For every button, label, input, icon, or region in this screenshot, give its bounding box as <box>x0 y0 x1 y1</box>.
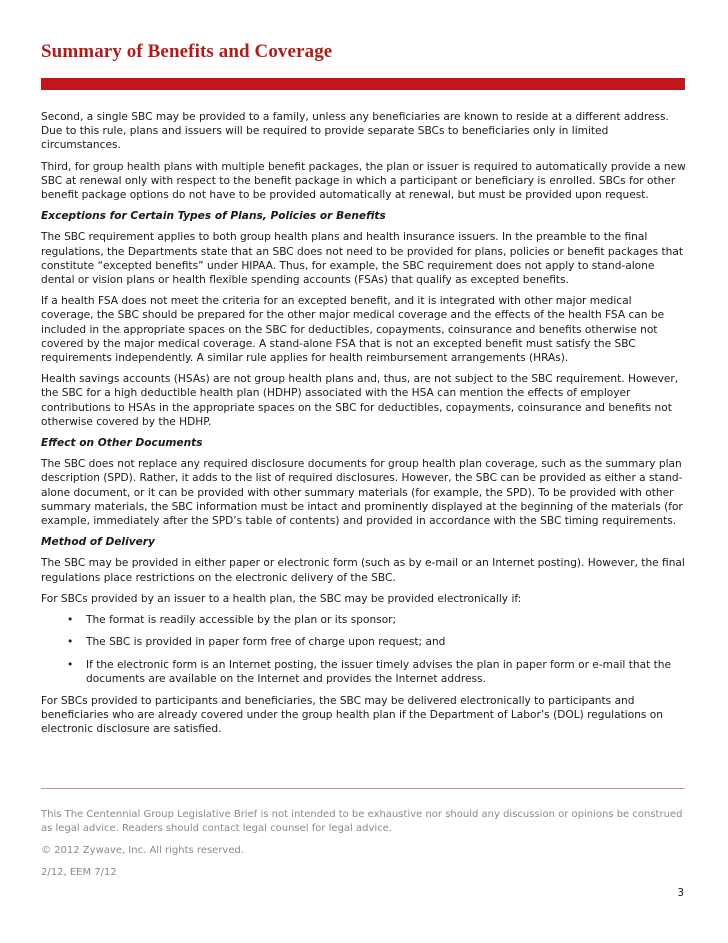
paragraph-family-sbc: Second, a single SBC may be provided to a family, unless any beneficiaries are known to reside at a different address. Due to this rule, plans and issuers will be required to provide separate SBCs to beneficiaries only in limited circumstances. <box>41 111 669 152</box>
paragraph-hsa: Health savings accounts (HSAs) are not group health plans and, thus, are not subject to the SBC requirement. However, the SBC for a high deductible health plan (HDHP) associated with the HSA can mention the effects of employer contributions to HSAs in the appropriate spaces on the SBC for deductibles, copayments, coinsurance and benefits not otherwise covered by the HDHP. <box>41 373 679 428</box>
paragraph-multiple-packages: Third, for group health plans with multiple benefit packages, the plan or issuer is required to automatically provide a new SBC at renewal only with respect to the benefit package in which a participant or beneficiary is enrolled. SBCs for other benefit package options do not have to be provided automatically at renewal, but must be provided upon request. <box>41 160 686 202</box>
title-accent-bar <box>41 78 685 90</box>
list-item <box>41 613 687 627</box>
bullet-icon: • <box>67 614 74 627</box>
footer-code: 2/12, EEM 7/12 <box>41 867 117 878</box>
paragraph-health-fsa: If a health FSA does not meet the criteria for an excepted benefit, and it is integrated with other major medical coverage, the SBC should be prepared for the other major medical coverage and the effects of the health FSA can be included in the appropriate spaces on the SBC for deductibles, copayments, coinsurance and benefits otherwise not covered by the major medical coverage. A stand-alone FSA that is not an excepted benefit must satisfy the SBC requirements independently. A similar rule applies for health reimbursement arrangements (HRAs). <box>41 295 665 365</box>
paragraph-sbc-requirement: The SBC requirement applies to both group health plans and health insurance issuers. In the preamble to the final regulations, the Departments state that an SBC does not need to be provided for plans, policies or benefit packages that constitute “excepted benefits” under HIPAA. Thus, for example, the SBC requirement does not apply to stand-alone dental or vision plans or health flexible spending accounts (FSAs) that qualify as excepted benefits. <box>41 231 684 287</box>
footer-disclaimer: This The Centennial Group Legislative Brief is not intended to be exhaustive nor should any discussion or opinions be construed as legal advice. Readers should contact legal counsel for legal advice. <box>41 809 683 834</box>
page-number: 3 <box>677 887 684 899</box>
list-item <box>41 658 687 686</box>
list-item-text: The format is readily accessible by the plan or its sponsor; <box>86 614 397 627</box>
page-header <box>41 40 685 64</box>
list-item-text: The SBC is provided in paper form free of charge upon request; and <box>86 636 446 649</box>
list-item <box>41 635 687 649</box>
list-item-text: If the electronic form is an Internet posting, the issuer timely advises the plan in paper form or e-mail that the documents are available on the Internet and provides the Internet address. <box>86 658 671 685</box>
paragraph-other-documents: The SBC does not replace any required disclosure documents for group health plan coverage, such as the summary plan description (SPD). Rather, it adds to the list of required disclosures. However, the SBC can be provided as either a stand-alone document, or it can be provided with other summary materials (for example, the SPD). To be provided with other summary materials, the SBC information must be intact and prominently displayed at the beginning of the materials (for example, immediately after the SPD’s table of contents) and provided in accordance with the SBC timing requirements. <box>41 458 683 528</box>
paragraph-delivery-forms: The SBC may be provided in either paper or electronic form (such as by e-mail or an Internet posting). However, the final regulations place restrictions on the electronic delivery of the SBC. <box>41 557 685 584</box>
electronic-conditions-list <box>41 613 687 686</box>
document-body <box>41 110 687 744</box>
footer-divider <box>41 788 685 789</box>
paragraph-participants-electronic: For SBCs provided to participants and beneficiaries, the SBC may be delivered electronically to participants and beneficiaries who are already covered under the group health plan if the Department of Labor’s (DOL) regulations on electronic disclosure are satisfied. <box>41 694 663 736</box>
bullet-icon: • <box>67 636 74 649</box>
bullet-icon: • <box>67 658 74 671</box>
section-heading-exceptions: Exceptions for Certain Types of Plans, Policies or Benefits <box>41 210 386 223</box>
footer-copyright: © 2012 Zywave, Inc. All rights reserved. <box>41 845 245 856</box>
section-heading-delivery: Method of Delivery <box>41 536 155 549</box>
page-title: Summary of Benefits and Coverage <box>41 41 333 62</box>
section-heading-effect: Effect on Other Documents <box>41 437 203 450</box>
paragraph-issuer-electronic: For SBCs provided by an issuer to a health plan, the SBC may be provided electronically if: <box>41 592 522 605</box>
page-footer <box>41 808 687 888</box>
